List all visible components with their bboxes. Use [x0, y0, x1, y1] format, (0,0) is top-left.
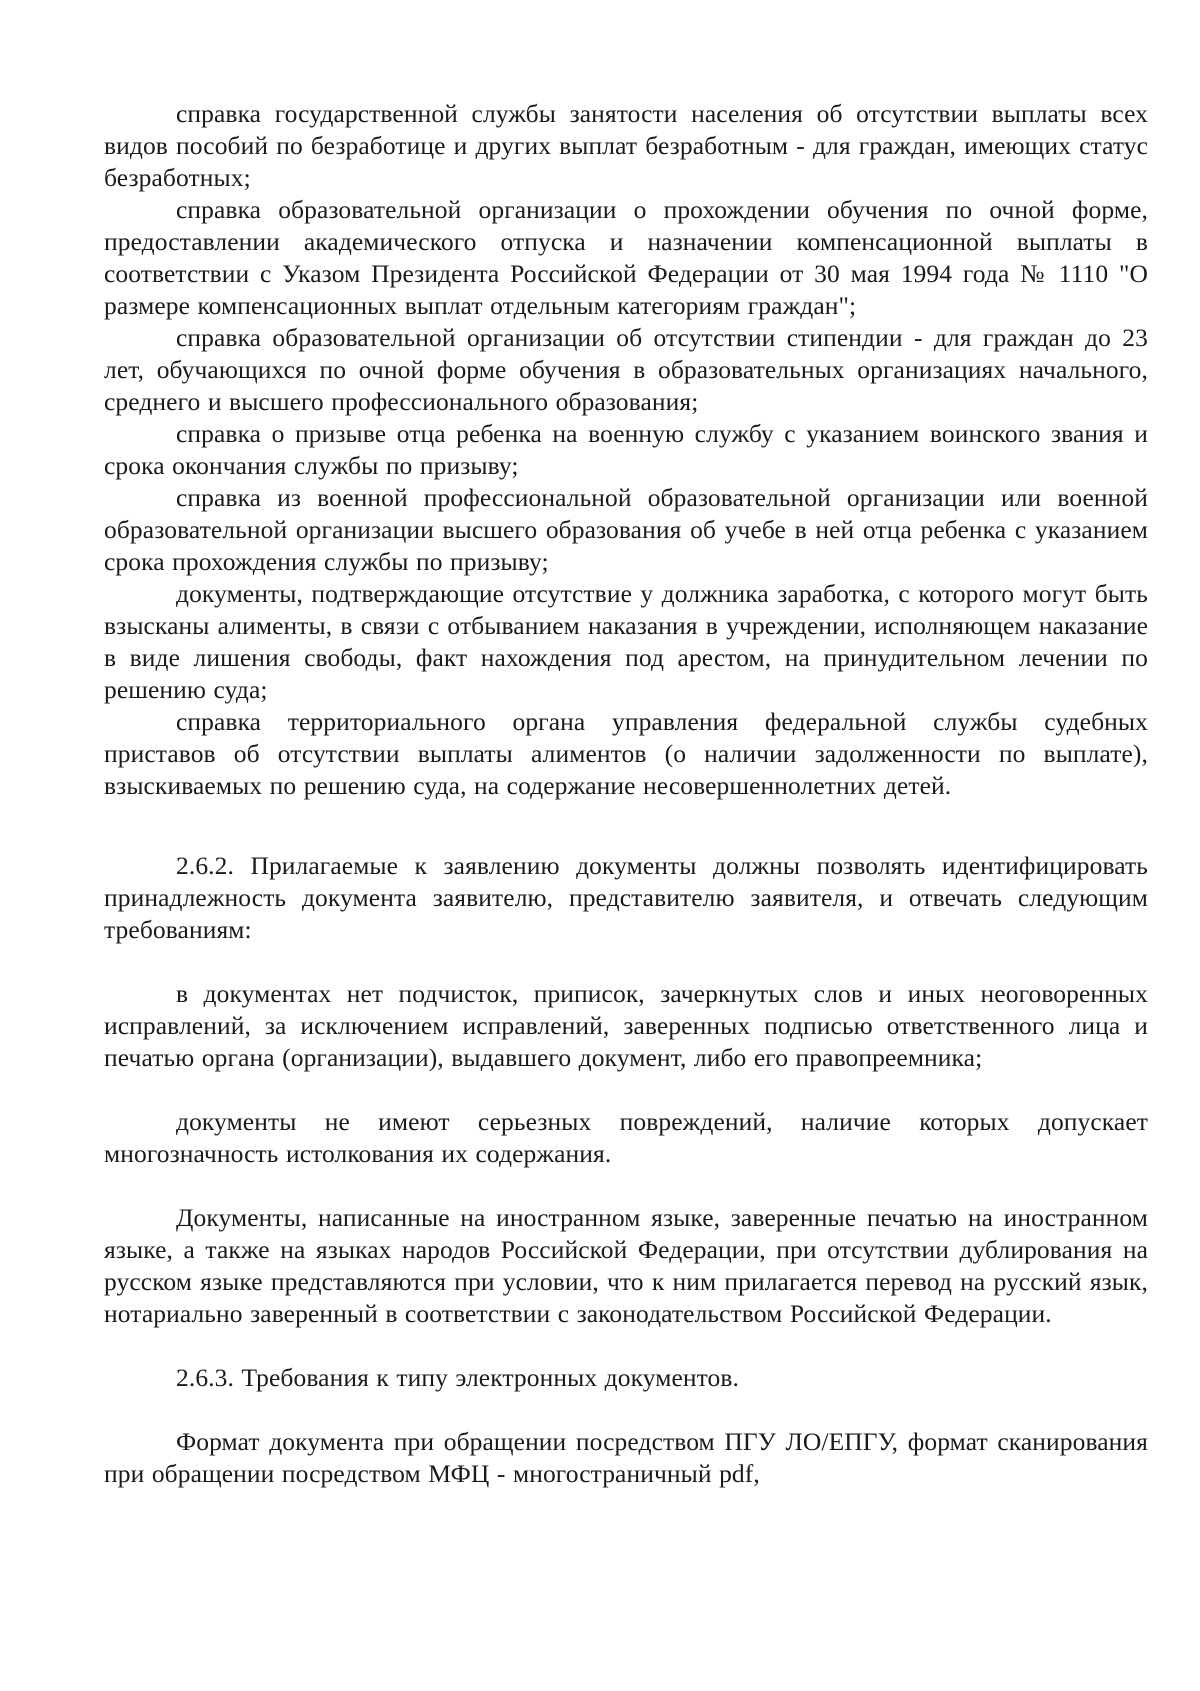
spacer — [104, 1330, 1148, 1362]
section-2-6-2-intro: 2.6.2. Прилагаемые к заявлению документы должны позволять идентифицировать принадлежность документа заявителю, представителю заявителя, и отвечать следующим требованиям: — [104, 851, 1148, 944]
list-item-education-compensation-certificate: справка образовательной организации о прохождении обучения по очной форме, предоставлении академического отпуска и назначении компенсационной выплаты в соответствии с Указом Президента Российской Федерации от 30 мая 1994 года № 1110 "О размере компенсационных выплат отдельным категориям граждан"; — [104, 195, 1148, 320]
list-item-bailiff-service-certificate: справка территориального органа управления федеральной службы судебных приставов об отсутствии выплаты алиментов (о наличии задолженности по выплате), взыскиваемых по решению суда, на содержание несовершеннолетних детей. — [104, 707, 1148, 800]
section-2-6-2-requirement-2: документы не имеют серьезных повреждений, наличие которых допускает многозначность истолкования их содержания. — [104, 1107, 1148, 1168]
list-item-no-stipend-certificate: справка образовательной организации об отсутствии стипендии - для граждан до 23 лет, обучающихся по очной форме обучения в образовательных организациях начального, среднего и высшего профессионального образования; — [104, 323, 1148, 416]
spacer — [104, 1170, 1148, 1202]
spacer — [104, 1074, 1148, 1106]
section-2-6-2-foreign-documents: Документы, написанные на иностранном языке, заверенные печатью на иностранном языке, а также на языках народов Российской Федерации, при отсутствии дублирования на русском языке представляются при условии, что к ним прилагается перевод на русский язык, нотариально заверенный в соответствии с законодательством Российской Федерации. — [104, 1203, 1148, 1328]
section-2-6-3-format: Формат документа при обращении посредством ПГУ ЛО/ЕПГУ, формат сканирования при обращении посредством МФЦ - многостраничный pdf, — [104, 1427, 1148, 1488]
spacer — [104, 946, 1148, 978]
list-item-debtor-no-income-documents: документы, подтверждающие отсутствие у должника заработка, с которого могут быть взысканы алименты, в связи с отбыванием наказания в учреждении, исполняющем наказание в виде лишения свободы, факт нахождения под арестом, на принудительном лечении по решению суда; — [104, 579, 1148, 704]
list-item-unemployment-certificate: справка государственной службы занятости населения об отсутствии выплаты всех видов пособий по безработице и других выплат безработным - для граждан, имеющих статус безработных; — [104, 99, 1148, 192]
section-2-6-2-requirement-1: в документах нет подчисток, приписок, зачеркнутых слов и иных неоговоренных исправлений, за исключением исправлений, заверенных подписью ответственного лица и печатью органа (организации), выдавшего документ, либо его правопреемника; — [104, 979, 1148, 1072]
document-page — [104, 98, 1148, 1490]
list-item-military-conscription-certificate: справка о призыве отца ребенка на военную службу с указанием воинского звания и срока окончания службы по призыву; — [104, 419, 1148, 480]
spacer — [104, 1394, 1148, 1426]
section-2-6-3-heading: 2.6.3. Требования к типу электронных документов. — [176, 1363, 740, 1392]
list-item-military-education-certificate: справка из военной профессиональной образовательной организации или военной образовательной организации высшего образования об учебе в ней отца ребенка с указанием срока прохождения службы по призыву; — [104, 483, 1148, 576]
